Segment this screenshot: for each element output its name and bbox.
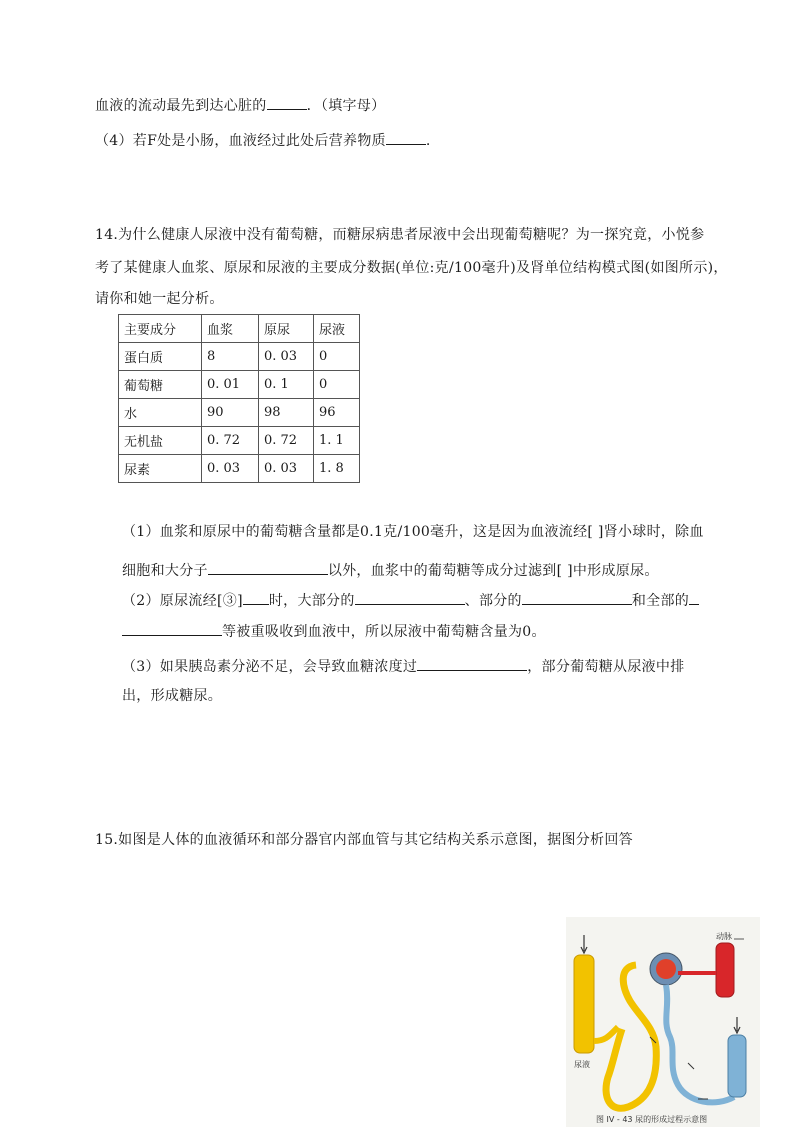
table-cell: 98 <box>259 399 314 427</box>
table-row <box>119 427 360 455</box>
table-cell: 0 <box>314 371 360 399</box>
q14-part2-text-b: 时，大部分的 <box>268 593 355 609</box>
answer-blank[interactable] <box>386 130 426 145</box>
duct-connector <box>594 1027 618 1041</box>
urine-formation-figure <box>566 917 760 1127</box>
table-header-cell: 血浆 <box>202 315 259 343</box>
table-cell: 0. 72 <box>259 427 314 455</box>
table-cell: 尿素 <box>119 455 202 483</box>
q14-part3-line2: 出，形成糖尿。 <box>122 688 223 704</box>
table-cell: 0. 1 <box>259 371 314 399</box>
q13-line1-after: ．（填字母） <box>306 98 386 114</box>
table-header-cell: 尿液 <box>314 315 360 343</box>
q14-part3-line1 <box>122 656 685 677</box>
q14-part3-text-b: ，部分葡萄糖从尿液中排 <box>527 659 685 675</box>
q14-part2-text-d: 和全部的 <box>631 593 690 609</box>
q14-part1-line2 <box>122 560 659 581</box>
table-cell: 0. 03 <box>259 455 314 483</box>
table-cell: 无机盐 <box>119 427 202 455</box>
nephron-diagram <box>566 917 760 1127</box>
answer-blank[interactable] <box>122 621 222 636</box>
q13-line1-text: 血液的流动最先到达心脏的 <box>95 98 267 114</box>
q14-part1-text: 细胞和大分子 <box>122 563 208 579</box>
answer-blank[interactable] <box>243 590 269 605</box>
table-cell: 0. 03 <box>202 455 259 483</box>
q14-intro-line3: 请你和她一起分析。 <box>95 291 224 307</box>
q14-part1-line1: （1）血浆和原尿中的葡萄糖含量都是0.1克/100毫升，这是因为血液流经[ ]肾小球时，除血 <box>122 524 704 540</box>
q14-part2-line1 <box>122 590 699 611</box>
answer-blank[interactable] <box>522 590 632 605</box>
table-cell: 1. 8 <box>314 455 360 483</box>
table-row <box>119 455 360 483</box>
table-cell: 96 <box>314 399 360 427</box>
table-cell: 蛋白质 <box>119 343 202 371</box>
renal-tubule <box>606 965 656 1108</box>
answer-blank[interactable] <box>267 95 307 110</box>
glomerulus <box>656 959 676 979</box>
artery-vessel <box>716 943 734 997</box>
q14-part1-text-after: 以外，血浆中的葡萄糖等成分过滤到[ ]中形成原尿。 <box>327 563 659 579</box>
q15-intro: 15.如图是人体的血液循环和部分器官内部血管与其它结构关系示意图，据图分析回答 <box>95 832 633 848</box>
table-header-cell: 主要成分 <box>119 315 202 343</box>
q14-part2-text-c: 、部分的 <box>464 593 522 609</box>
q13-line1 <box>95 95 385 116</box>
capillary-network <box>666 985 734 1102</box>
table-cell: 0. 01 <box>202 371 259 399</box>
table-header-row <box>119 315 360 343</box>
table-cell: 90 <box>202 399 259 427</box>
q14-intro-line2: 考了某健康人血浆、原尿和尿液的主要成分数据(单位:克/100毫升)及肾单位结构模式图(如图所示)， <box>95 260 728 276</box>
table-cell: 水 <box>119 399 202 427</box>
q13-line2-text: （4）若F处是小肠，血液经过此处后营养物质 <box>95 133 386 149</box>
figure-caption: 图 IV - 43 尿的形成过程示意图 <box>596 1115 708 1124</box>
q14-part2-line2 <box>122 621 546 642</box>
table-cell: 0. 03 <box>259 343 314 371</box>
table-header-cell: 原尿 <box>259 315 314 343</box>
q14-part2-text: （2）原尿流经[③] <box>122 593 243 609</box>
table-cell: 0. 72 <box>202 427 259 455</box>
q14-part2-text-e: 等被重吸收到血液中，所以尿液中葡萄糖含量为0。 <box>222 624 546 640</box>
q14-intro-line1: 14.为什么健康人尿液中没有葡萄糖，而糖尿病患者尿液中会出现葡萄糖呢？为一探究竟，小悦参 <box>95 227 705 243</box>
table-row <box>119 399 360 427</box>
answer-blank[interactable] <box>417 656 527 671</box>
table-cell: 葡萄糖 <box>119 371 202 399</box>
table-row <box>119 343 360 371</box>
table-cell: 0 <box>314 343 360 371</box>
artery-label: 动脉 <box>716 932 732 941</box>
collecting-duct <box>574 955 594 1053</box>
vein-vessel <box>728 1035 746 1097</box>
q13-line2-after: . <box>425 133 431 149</box>
flow-arrow-icon <box>688 1063 694 1069</box>
composition-table <box>118 314 360 483</box>
table-row <box>119 371 360 399</box>
q13-line2 <box>95 130 431 151</box>
table-cell: 1. 1 <box>314 427 360 455</box>
q14-part3-text: （3）如果胰岛素分泌不足，会导致血糖浓度过 <box>122 659 418 675</box>
answer-blank[interactable] <box>689 590 699 605</box>
answer-blank[interactable] <box>355 590 465 605</box>
answer-blank[interactable] <box>208 560 328 575</box>
urine-label: 尿液 <box>574 1060 590 1069</box>
table-cell: 8 <box>202 343 259 371</box>
